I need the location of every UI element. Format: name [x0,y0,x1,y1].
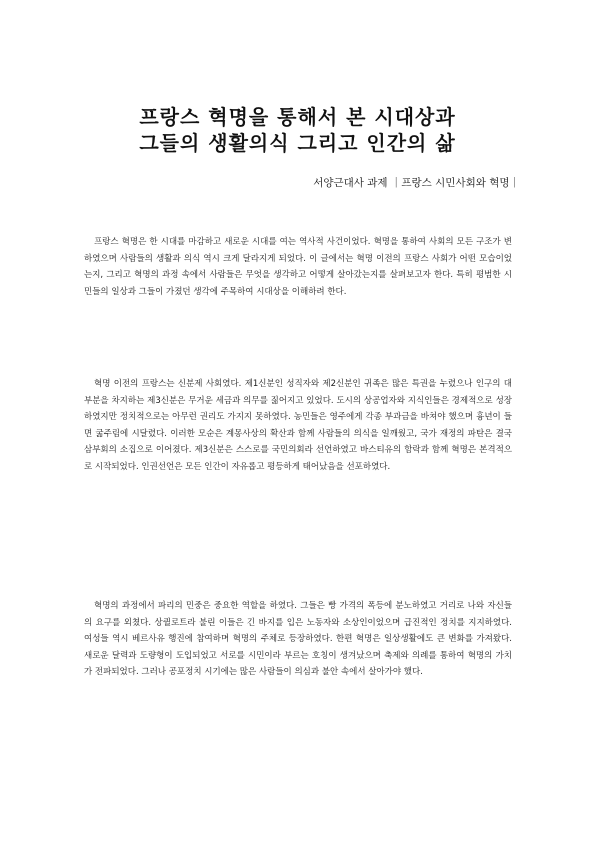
document-title-line-1: 프랑스 혁명을 통해서 본 시대상과 [139,105,456,129]
document-title-line-2: 그들의 생활의식 그리고 인간의 삶 [139,131,456,155]
body-paragraph-2: 혁명 이전의 프랑스는 신분제 사회였다. 제1신분인 성직자와 제2신분인 귀족은 많은 특권을 누렸으나 인구의 대부분을 차지하는 제3신분은 무거운 세금과 의무를 짊어지고 있었다. 도시의 상공업자와 지식인들은 경제적으로 성장하였지만 정치적으로는 아무런 권리도 가지지 못하였다. 농민들은 영주에게 각종 부과금을 바쳐야 했으며 흉년이 들면 굶주림에 시달렸다. 이러한 모순은 계몽사상의 확산과 함께 사람들의 의식을 일깨웠고, 국가 재정의 파탄은 결국 삼부회의 소집으로 이어졌다. 제3신분은 스스로를 국민의회라 선언하였고 바스티유의 함락과 함께 혁명은 본격적으로 시작되었다. 인권선언은 모든 인간이 자유롭고 평등하게 태어났음을 선포하였다. [84,379,512,472]
body-paragraph-1: 프랑스 혁명은 한 시대를 마감하고 새로운 시대를 여는 역사적 사건이었다. 혁명을 통하여 사회의 모든 구조가 변하였으며 사람들의 생활과 의식 역시 크게 달라지게 되었다. 이 글에서는 혁명 이전의 프랑스 사회가 어떤 모습이었는지, 그리고 혁명의 과정 속에서 사람들은 무엇을 생각하고 어떻게 살아갔는지를 살펴보고자 한다. 특히 평범한 시민들의 일상과 그들이 가졌던 생각에 주목하여 시대상을 이해하려 한다. [84,237,512,297]
document-subtitle: 서양근대사 과제 ｜프랑스 시민사회와 혁명｜ [313,177,520,189]
body-paragraph-3: 혁명의 과정에서 파리의 민중은 중요한 역할을 하였다. 그들은 빵 가격의 폭등에 분노하였고 거리로 나와 자신들의 요구를 외쳤다. 상퀼로트라 불린 이들은 긴 바지를 입은 노동자와 소상인이었으며 급진적인 정치를 지지하였다. 여성들 역시 베르사유 행진에 참여하며 혁명의 주체로 등장하였다. 한편 혁명은 일상생활에도 큰 변화를 가져왔다. 새로운 달력과 도량형이 도입되었고 서로를 시민이라 부르는 호칭이 생겨났으며 축제와 의례를 통하여 혁명의 가치가 전파되었다. 그러나 공포정치 시기에는 많은 사람들이 의심과 불안 속에서 살아가야 했다. [84,601,512,678]
